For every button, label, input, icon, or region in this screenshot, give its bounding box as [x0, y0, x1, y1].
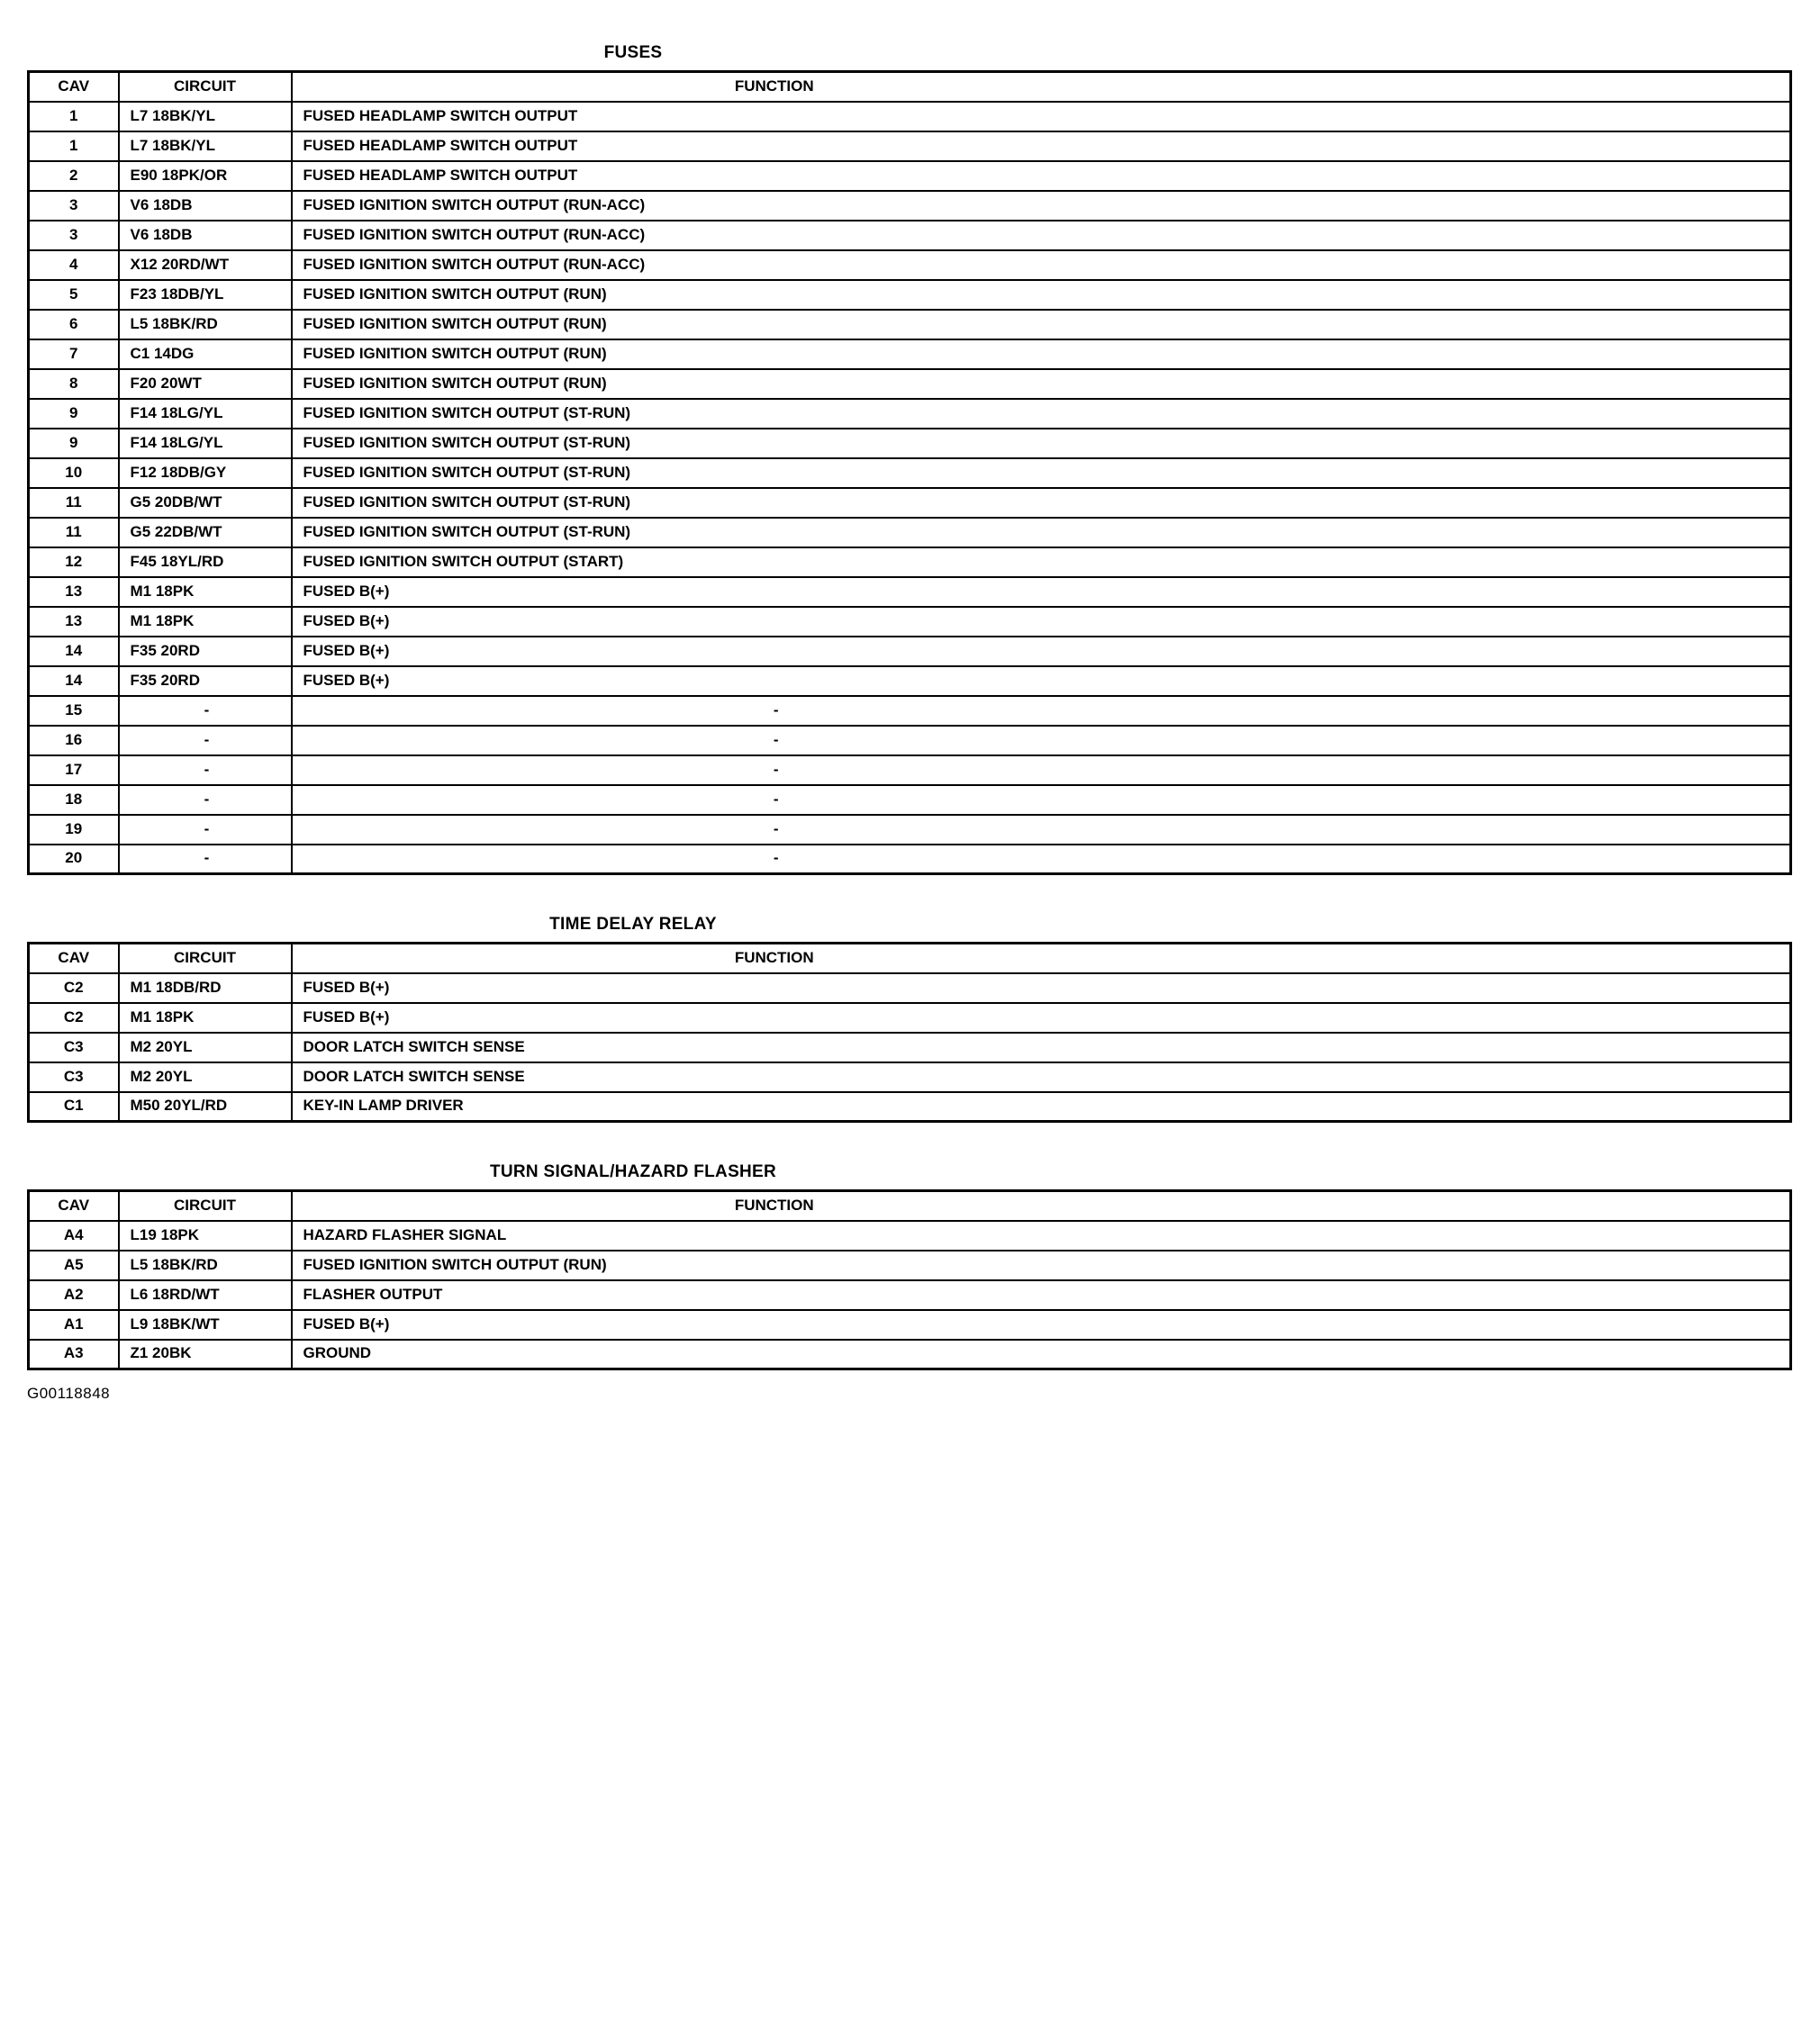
time-delay-relay-table-body: [29, 973, 1791, 1122]
table-row: [29, 250, 1791, 280]
function-cell: FUSED B(+): [292, 577, 1791, 607]
table-row: [29, 577, 1791, 607]
table-row: [29, 1280, 1791, 1310]
cav-cell: C3: [29, 1062, 119, 1092]
circuit-cell: E90 18PK/OR: [119, 161, 292, 191]
function-cell: -: [292, 726, 1791, 755]
circuit-cell: M2 20YL: [119, 1033, 292, 1062]
cav-cell: 15: [29, 696, 119, 726]
table-row: [29, 696, 1791, 726]
table-row: [29, 458, 1791, 488]
table-row: [29, 755, 1791, 785]
function-cell: FUSED IGNITION SWITCH OUTPUT (ST-RUN): [292, 518, 1791, 547]
circuit-cell: V6 18DB: [119, 191, 292, 221]
circuit-cell: F20 20WT: [119, 369, 292, 399]
circuit-cell: L7 18BK/YL: [119, 102, 292, 131]
table-row: [29, 339, 1791, 369]
circuit-cell: -: [119, 785, 292, 815]
cav-cell: 3: [29, 191, 119, 221]
cav-cell: 7: [29, 339, 119, 369]
table-row: [29, 666, 1791, 696]
turn-signal-hazard-flasher-title: TURN SIGNAL/HAZARD FLASHER: [489, 1162, 777, 1181]
cav-cell: 13: [29, 577, 119, 607]
circuit-cell: M50 20YL/RD: [119, 1092, 292, 1122]
column-header-cav: CAV: [29, 944, 119, 973]
function-cell: -: [292, 815, 1791, 845]
function-cell: GROUND: [292, 1340, 1791, 1369]
cav-cell: 20: [29, 845, 119, 874]
table-row: [29, 161, 1791, 191]
function-cell: FUSED IGNITION SWITCH OUTPUT (ST-RUN): [292, 399, 1791, 429]
cav-cell: 11: [29, 518, 119, 547]
circuit-cell: C1 14DG: [119, 339, 292, 369]
table-row: [29, 280, 1791, 310]
function-cell: FUSED IGNITION SWITCH OUTPUT (RUN): [292, 1251, 1791, 1280]
table-row: [29, 815, 1791, 845]
table-row: [29, 369, 1791, 399]
cav-cell: 2: [29, 161, 119, 191]
cav-cell: 6: [29, 310, 119, 339]
circuit-cell: L6 18RD/WT: [119, 1280, 292, 1310]
column-header-cav: CAV: [29, 1191, 119, 1221]
cav-cell: 5: [29, 280, 119, 310]
table-row: [29, 1033, 1791, 1062]
cav-cell: 14: [29, 666, 119, 696]
cav-cell: A3: [29, 1340, 119, 1369]
function-cell: FUSED B(+): [292, 607, 1791, 637]
time-delay-relay-section: [27, 915, 1792, 1123]
circuit-cell: L5 18BK/RD: [119, 310, 292, 339]
column-header-function: FUNCTION: [292, 1191, 1791, 1221]
function-cell: FUSED B(+): [292, 637, 1791, 666]
function-cell: -: [292, 755, 1791, 785]
circuit-cell: -: [119, 755, 292, 785]
function-cell: FUSED B(+): [292, 1003, 1791, 1033]
function-cell: FUSED IGNITION SWITCH OUTPUT (RUN-ACC): [292, 191, 1791, 221]
circuit-cell: M2 20YL: [119, 1062, 292, 1092]
function-cell: FUSED IGNITION SWITCH OUTPUT (ST-RUN): [292, 488, 1791, 518]
table-row: [29, 1340, 1791, 1369]
column-header-function: FUNCTION: [292, 72, 1791, 102]
function-cell: FUSED IGNITION SWITCH OUTPUT (RUN-ACC): [292, 250, 1791, 280]
table-row: [29, 131, 1791, 161]
cav-cell: 11: [29, 488, 119, 518]
table-row: [29, 102, 1791, 131]
cav-cell: 8: [29, 369, 119, 399]
function-cell: FUSED B(+): [292, 1310, 1791, 1340]
table-row: [29, 1092, 1791, 1122]
circuit-cell: F14 18LG/YL: [119, 399, 292, 429]
function-cell: -: [292, 696, 1791, 726]
cav-cell: A1: [29, 1310, 119, 1340]
column-header-circuit: CIRCUIT: [119, 72, 292, 102]
table-row: [29, 637, 1791, 666]
cav-cell: 16: [29, 726, 119, 755]
cav-cell: 1: [29, 102, 119, 131]
function-cell: FLASHER OUTPUT: [292, 1280, 1791, 1310]
fuses-title: FUSES: [603, 43, 663, 62]
column-header-function: FUNCTION: [292, 944, 1791, 973]
turn-signal-hazard-flasher-table-header: [29, 1191, 1791, 1221]
cav-cell: 3: [29, 221, 119, 250]
circuit-cell: F45 18YL/RD: [119, 547, 292, 577]
function-cell: DOOR LATCH SWITCH SENSE: [292, 1062, 1791, 1092]
table-row: [29, 1062, 1791, 1092]
function-cell: FUSED B(+): [292, 666, 1791, 696]
function-cell: FUSED B(+): [292, 973, 1791, 1003]
table-row: [29, 726, 1791, 755]
cav-cell: 10: [29, 458, 119, 488]
table-row: [29, 518, 1791, 547]
table-row: [29, 1003, 1791, 1033]
turn-signal-hazard-flasher-table-body: [29, 1221, 1791, 1369]
function-cell: DOOR LATCH SWITCH SENSE: [292, 1033, 1791, 1062]
time-delay-relay-table-header: [29, 944, 1791, 973]
table-row: [29, 429, 1791, 458]
fuses-table-body: [29, 102, 1791, 874]
function-cell: FUSED IGNITION SWITCH OUTPUT (RUN-ACC): [292, 221, 1791, 250]
circuit-cell: M1 18PK: [119, 607, 292, 637]
circuit-cell: -: [119, 845, 292, 874]
cav-cell: 9: [29, 429, 119, 458]
function-cell: FUSED IGNITION SWITCH OUTPUT (START): [292, 547, 1791, 577]
header-row: [29, 1191, 1791, 1221]
function-cell: FUSED HEADLAMP SWITCH OUTPUT: [292, 102, 1791, 131]
circuit-cell: G5 22DB/WT: [119, 518, 292, 547]
circuit-cell: F14 18LG/YL: [119, 429, 292, 458]
fuses-section: [27, 43, 1792, 875]
time-delay-relay-table: [27, 942, 1792, 1123]
table-row: [29, 399, 1791, 429]
function-cell: FUSED HEADLAMP SWITCH OUTPUT: [292, 161, 1791, 191]
function-cell: FUSED IGNITION SWITCH OUTPUT (RUN): [292, 310, 1791, 339]
table-row: [29, 547, 1791, 577]
cav-cell: 1: [29, 131, 119, 161]
column-header-circuit: CIRCUIT: [119, 1191, 292, 1221]
cav-cell: A4: [29, 1221, 119, 1251]
column-header-circuit: CIRCUIT: [119, 944, 292, 973]
cav-cell: 13: [29, 607, 119, 637]
table-row: [29, 1221, 1791, 1251]
cav-cell: 14: [29, 637, 119, 666]
function-cell: -: [292, 785, 1791, 815]
table-row: [29, 607, 1791, 637]
table-row: [29, 973, 1791, 1003]
circuit-cell: F12 18DB/GY: [119, 458, 292, 488]
turn-signal-hazard-flasher-section: [27, 1162, 1792, 1370]
circuit-cell: X12 20RD/WT: [119, 250, 292, 280]
function-cell: HAZARD FLASHER SIGNAL: [292, 1221, 1791, 1251]
cav-cell: 12: [29, 547, 119, 577]
cav-cell: 19: [29, 815, 119, 845]
header-row: [29, 72, 1791, 102]
circuit-cell: V6 18DB: [119, 221, 292, 250]
circuit-cell: Z1 20BK: [119, 1340, 292, 1369]
table-row: [29, 1251, 1791, 1280]
function-cell: FUSED IGNITION SWITCH OUTPUT (RUN): [292, 339, 1791, 369]
cav-cell: 18: [29, 785, 119, 815]
cav-cell: A2: [29, 1280, 119, 1310]
fuses-table: [27, 70, 1792, 875]
cav-cell: C3: [29, 1033, 119, 1062]
cav-cell: C1: [29, 1092, 119, 1122]
circuit-cell: M1 18PK: [119, 1003, 292, 1033]
figure-code: G00118848: [27, 1385, 111, 1402]
table-row: [29, 488, 1791, 518]
column-header-cav: CAV: [29, 72, 119, 102]
cav-cell: 9: [29, 399, 119, 429]
function-cell: KEY-IN LAMP DRIVER: [292, 1092, 1791, 1122]
circuit-cell: -: [119, 726, 292, 755]
cav-cell: 4: [29, 250, 119, 280]
table-row: [29, 191, 1791, 221]
function-cell: FUSED HEADLAMP SWITCH OUTPUT: [292, 131, 1791, 161]
cav-cell: C2: [29, 1003, 119, 1033]
table-row: [29, 310, 1791, 339]
circuit-cell: G5 20DB/WT: [119, 488, 292, 518]
circuit-cell: F35 20RD: [119, 666, 292, 696]
circuit-cell: M1 18PK: [119, 577, 292, 607]
circuit-cell: L9 18BK/WT: [119, 1310, 292, 1340]
header-row: [29, 944, 1791, 973]
function-cell: -: [292, 845, 1791, 874]
circuit-cell: M1 18DB/RD: [119, 973, 292, 1003]
circuit-cell: L7 18BK/YL: [119, 131, 292, 161]
cav-cell: 17: [29, 755, 119, 785]
function-cell: FUSED IGNITION SWITCH OUTPUT (ST-RUN): [292, 458, 1791, 488]
cav-cell: C2: [29, 973, 119, 1003]
circuit-cell: L19 18PK: [119, 1221, 292, 1251]
circuit-cell: -: [119, 696, 292, 726]
fuses-table-header: [29, 72, 1791, 102]
time-delay-relay-title: TIME DELAY RELAY: [549, 915, 717, 934]
function-cell: FUSED IGNITION SWITCH OUTPUT (RUN): [292, 280, 1791, 310]
function-cell: FUSED IGNITION SWITCH OUTPUT (RUN): [292, 369, 1791, 399]
table-row: [29, 845, 1791, 874]
table-row: [29, 221, 1791, 250]
circuit-cell: F23 18DB/YL: [119, 280, 292, 310]
turn-signal-hazard-flasher-table: [27, 1189, 1792, 1370]
function-cell: FUSED IGNITION SWITCH OUTPUT (ST-RUN): [292, 429, 1791, 458]
circuit-cell: L5 18BK/RD: [119, 1251, 292, 1280]
circuit-cell: F35 20RD: [119, 637, 292, 666]
table-row: [29, 785, 1791, 815]
table-row: [29, 1310, 1791, 1340]
circuit-cell: -: [119, 815, 292, 845]
cav-cell: A5: [29, 1251, 119, 1280]
